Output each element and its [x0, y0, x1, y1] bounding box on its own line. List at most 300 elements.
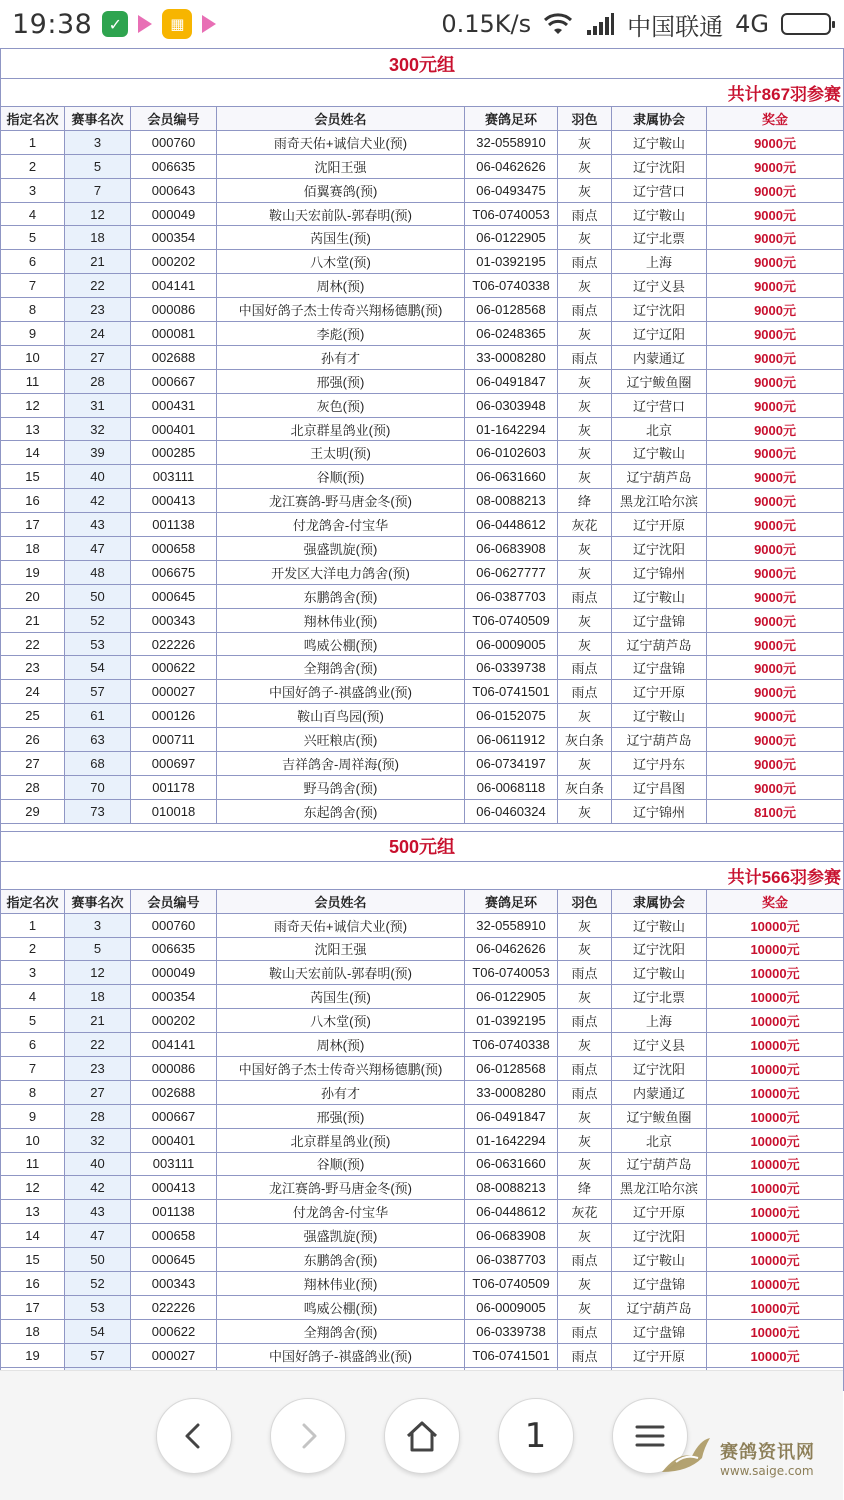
cell-race-rank: 42 — [65, 1176, 131, 1200]
cell-member-id: 000343 — [131, 608, 217, 632]
cell-feather-color: 雨点 — [558, 1080, 612, 1104]
cell-race-rank: 24 — [65, 322, 131, 346]
cell-member-name: 沈阳王强 — [217, 937, 465, 961]
cell-association: 内蒙通辽 — [612, 345, 707, 369]
cell-association: 上海 — [612, 1009, 707, 1033]
cell-association: 辽宁昌图 — [612, 775, 707, 799]
network-type: 4G — [735, 10, 769, 38]
cell-member-name: 北京群星鸽业(预) — [217, 1128, 465, 1152]
cell-feather-color: 雨点 — [558, 202, 612, 226]
cell-assigned-rank: 25 — [1, 704, 65, 728]
cell-ring-number: 06-0491847 — [465, 1104, 558, 1128]
cell-ring-number: 06-0248365 — [465, 322, 558, 346]
cell-feather-color: 灰 — [558, 393, 612, 417]
cell-assigned-rank: 3 — [1, 178, 65, 202]
cell-assigned-rank: 9 — [1, 322, 65, 346]
group-total-row — [1, 861, 844, 889]
gap-cell — [1, 823, 844, 831]
cell-feather-color: 灰花 — [558, 1200, 612, 1224]
cell-member-name: 中国好鸽子-祺盛鸽业(预) — [217, 1343, 465, 1367]
cell-assigned-rank: 7 — [1, 274, 65, 298]
cell-assigned-rank: 19 — [1, 560, 65, 584]
table-row — [1, 1104, 844, 1128]
cell-member-name: 邢强(预) — [217, 369, 465, 393]
cell-member-id: 000622 — [131, 1319, 217, 1343]
table-row — [1, 250, 844, 274]
cell-association: 辽宁盘锦 — [612, 1319, 707, 1343]
cell-assigned-rank: 8 — [1, 298, 65, 322]
cell-feather-color: 灰 — [558, 1128, 612, 1152]
cell-member-id: 001138 — [131, 513, 217, 537]
cell-assigned-rank: 16 — [1, 489, 65, 513]
cell-ring-number: 06-0493475 — [465, 178, 558, 202]
cell-assigned-rank: 27 — [1, 752, 65, 776]
status-bar — [0, 0, 843, 48]
cell-assigned-rank: 1 — [1, 130, 65, 154]
cell-assigned-rank: 17 — [1, 513, 65, 537]
cell-member-id: 000697 — [131, 752, 217, 776]
column-header-race-rank: 赛事名次 — [65, 107, 131, 131]
cell-prize: 10000元 — [707, 1009, 844, 1033]
watermark — [658, 1432, 815, 1478]
cell-member-name: 中国好鸽子杰士传奇兴翔杨德鹏(预) — [217, 298, 465, 322]
cell-member-id: 000667 — [131, 1104, 217, 1128]
cell-association: 辽宁义县 — [612, 1033, 707, 1057]
cell-assigned-rank: 20 — [1, 584, 65, 608]
cell-association: 辽宁沈阳 — [612, 298, 707, 322]
table-row — [1, 513, 844, 537]
cell-race-rank: 31 — [65, 393, 131, 417]
cell-association: 辽宁鞍山 — [612, 961, 707, 985]
table-row — [1, 465, 844, 489]
cell-member-id: 000413 — [131, 489, 217, 513]
cell-feather-color: 灰 — [558, 1224, 612, 1248]
table-row — [1, 1319, 844, 1343]
cell-race-rank: 43 — [65, 1200, 131, 1224]
cell-assigned-rank: 9 — [1, 1104, 65, 1128]
cell-race-rank: 52 — [65, 608, 131, 632]
cell-member-id: 000645 — [131, 1248, 217, 1272]
cell-prize: 10000元 — [707, 1033, 844, 1057]
cell-race-rank: 42 — [65, 489, 131, 513]
table-row — [1, 1009, 844, 1033]
cell-assigned-rank: 1 — [1, 913, 65, 937]
cell-ring-number: 08-0088213 — [465, 1176, 558, 1200]
cell-association: 辽宁北票 — [612, 226, 707, 250]
cell-ring-number: 01-1642294 — [465, 1128, 558, 1152]
cell-association: 辽宁开原 — [612, 1200, 707, 1224]
table-row — [1, 1200, 844, 1224]
cell-member-name: 兴旺粮店(预) — [217, 728, 465, 752]
cell-feather-color: 灰 — [558, 537, 612, 561]
browser-bottom-nav — [0, 1370, 843, 1500]
cell-race-rank: 22 — [65, 274, 131, 298]
table-row — [1, 584, 844, 608]
cell-member-id: 002688 — [131, 1080, 217, 1104]
cell-ring-number: 06-0631660 — [465, 465, 558, 489]
cell-member-id: 010018 — [131, 799, 217, 823]
cell-feather-color: 灰 — [558, 130, 612, 154]
cell-ring-number: 06-0009005 — [465, 1295, 558, 1319]
cell-race-rank: 32 — [65, 417, 131, 441]
column-header-association: 隶属协会 — [612, 889, 707, 913]
cell-member-name: 北京群星鸽业(预) — [217, 417, 465, 441]
cell-assigned-rank: 22 — [1, 632, 65, 656]
cell-association: 上海 — [612, 250, 707, 274]
cell-member-id: 001138 — [131, 1200, 217, 1224]
cell-prize: 10000元 — [707, 1128, 844, 1152]
cell-assigned-rank: 10 — [1, 1128, 65, 1152]
cell-assigned-rank: 8 — [1, 1080, 65, 1104]
cell-feather-color: 灰 — [558, 1104, 612, 1128]
carrier-name: 中国联通 — [627, 12, 724, 41]
cell-race-rank: 70 — [65, 775, 131, 799]
cell-assigned-rank: 6 — [1, 250, 65, 274]
cell-member-name: 雨奇天佑+诚信犬业(预) — [217, 913, 465, 937]
cell-assigned-rank: 11 — [1, 369, 65, 393]
cell-feather-color: 灰 — [558, 441, 612, 465]
table-row — [1, 178, 844, 202]
total-spacer — [1, 861, 558, 889]
cell-association: 辽宁鞍山 — [612, 913, 707, 937]
cell-prize: 9000元 — [707, 130, 844, 154]
table-row — [1, 913, 844, 937]
cell-member-id: 000413 — [131, 1176, 217, 1200]
cell-assigned-rank: 18 — [1, 1319, 65, 1343]
tab-count: 1 — [524, 1415, 547, 1456]
cell-member-name: 王太明(预) — [217, 441, 465, 465]
results-page[interactable] — [0, 48, 843, 1370]
cell-race-rank: 52 — [65, 1271, 131, 1295]
table-row — [1, 1176, 844, 1200]
cell-ring-number: 06-0152075 — [465, 704, 558, 728]
cell-prize: 9000元 — [707, 584, 844, 608]
cell-association: 内蒙通辽 — [612, 1080, 707, 1104]
cell-assigned-rank: 15 — [1, 465, 65, 489]
cell-prize: 9000元 — [707, 728, 844, 752]
cell-assigned-rank: 13 — [1, 1200, 65, 1224]
cell-race-rank: 40 — [65, 1152, 131, 1176]
cell-race-rank: 53 — [65, 1295, 131, 1319]
table-row — [1, 441, 844, 465]
cell-member-name: 中国好鸽子-祺盛鸽业(预) — [217, 680, 465, 704]
cell-ring-number: T06-0741501 — [465, 680, 558, 704]
forward-icon — [293, 1421, 323, 1451]
cell-member-id: 000354 — [131, 985, 217, 1009]
column-header-assigned-rank: 指定名次 — [1, 107, 65, 131]
table-row — [1, 393, 844, 417]
column-header-assigned-rank: 指定名次 — [1, 889, 65, 913]
table-row — [1, 961, 844, 985]
cell-member-id: 000431 — [131, 393, 217, 417]
cell-race-rank: 57 — [65, 680, 131, 704]
cell-prize: 9000元 — [707, 250, 844, 274]
back-icon — [179, 1421, 209, 1451]
cell-member-name: 鞍山百鸟园(预) — [217, 704, 465, 728]
cell-feather-color: 灰 — [558, 985, 612, 1009]
cell-member-name: 龙江赛鸽-野马唐金冬(预) — [217, 1176, 465, 1200]
cell-race-rank: 21 — [65, 1009, 131, 1033]
cell-ring-number: 06-0068118 — [465, 775, 558, 799]
cell-race-rank: 47 — [65, 1224, 131, 1248]
table-row — [1, 937, 844, 961]
cell-ring-number: 06-0631660 — [465, 1152, 558, 1176]
table-row — [1, 322, 844, 346]
cell-feather-color: 灰 — [558, 178, 612, 202]
cell-member-id: 000049 — [131, 202, 217, 226]
cell-prize: 10000元 — [707, 1271, 844, 1295]
cell-association: 辽宁鞍山 — [612, 584, 707, 608]
column-header-prize: 奖金 — [707, 889, 844, 913]
total-spacer — [1, 79, 558, 107]
cell-race-rank: 3 — [65, 913, 131, 937]
cell-association: 辽宁丹东 — [612, 752, 707, 776]
cell-member-name: 东鹏鸽舍(预) — [217, 584, 465, 608]
cell-prize: 10000元 — [707, 1319, 844, 1343]
cell-feather-color: 灰 — [558, 465, 612, 489]
cell-association: 辽宁鲅鱼圈 — [612, 1104, 707, 1128]
table-row — [1, 345, 844, 369]
cell-member-name: 鞍山天宏前队-郭春明(预) — [217, 961, 465, 985]
cell-feather-color: 雨点 — [558, 1343, 612, 1367]
cell-race-rank: 22 — [65, 1033, 131, 1057]
cell-member-id: 006635 — [131, 937, 217, 961]
home-icon — [404, 1419, 440, 1453]
table-row — [1, 1033, 844, 1057]
cell-assigned-rank: 6 — [1, 1033, 65, 1057]
cell-feather-color: 灰 — [558, 274, 612, 298]
cell-race-rank: 5 — [65, 937, 131, 961]
cell-ring-number: 33-0008280 — [465, 345, 558, 369]
cell-member-id: 000049 — [131, 961, 217, 985]
cell-race-rank: 54 — [65, 1319, 131, 1343]
cell-ring-number: T06-0740509 — [465, 608, 558, 632]
tabs-button[interactable] — [498, 1398, 574, 1474]
cell-member-id: 000202 — [131, 250, 217, 274]
column-header-association: 隶属协会 — [612, 107, 707, 131]
cell-association: 辽宁沈阳 — [612, 154, 707, 178]
back-button[interactable] — [156, 1398, 232, 1474]
cell-race-rank: 28 — [65, 1104, 131, 1128]
cell-member-name: 佰翼赛鸽(预) — [217, 178, 465, 202]
cell-member-name: 芮国生(预) — [217, 985, 465, 1009]
cell-member-id: 000643 — [131, 178, 217, 202]
cell-member-id: 003111 — [131, 1152, 217, 1176]
cell-association: 辽宁沈阳 — [612, 937, 707, 961]
cell-feather-color: 绛 — [558, 1176, 612, 1200]
cell-prize: 10000元 — [707, 961, 844, 985]
column-header-member-id: 会员编号 — [131, 889, 217, 913]
cell-member-name: 全翔鸽舍(预) — [217, 1319, 465, 1343]
cell-member-name: 灰色(预) — [217, 393, 465, 417]
cell-race-rank: 43 — [65, 513, 131, 537]
cell-ring-number: 06-0128568 — [465, 1056, 558, 1080]
cell-assigned-rank: 18 — [1, 537, 65, 561]
cell-prize: 9000元 — [707, 775, 844, 799]
column-header-member-name: 会员姓名 — [217, 889, 465, 913]
cell-member-name: 八木堂(预) — [217, 250, 465, 274]
cell-ring-number: 08-0088213 — [465, 489, 558, 513]
cell-prize: 9000元 — [707, 537, 844, 561]
cell-race-rank: 27 — [65, 1080, 131, 1104]
cell-prize: 9000元 — [707, 465, 844, 489]
table-row — [1, 274, 844, 298]
cell-ring-number: 32-0558910 — [465, 130, 558, 154]
cell-race-rank: 54 — [65, 656, 131, 680]
video-play-icon — [138, 15, 152, 33]
cell-association: 黑龙江哈尔滨 — [612, 489, 707, 513]
cell-member-id: 000285 — [131, 441, 217, 465]
cell-member-id: 000086 — [131, 1056, 217, 1080]
table-row — [1, 1343, 844, 1367]
column-header-member-id: 会员编号 — [131, 107, 217, 131]
cell-prize: 9000元 — [707, 441, 844, 465]
cell-assigned-rank: 2 — [1, 937, 65, 961]
cell-member-id: 000081 — [131, 322, 217, 346]
cell-ring-number: 06-0387703 — [465, 1248, 558, 1272]
cell-feather-color: 雨点 — [558, 298, 612, 322]
cell-association: 辽宁沈阳 — [612, 1056, 707, 1080]
cell-member-name: 谷顺(预) — [217, 1152, 465, 1176]
cell-member-id: 000202 — [131, 1009, 217, 1033]
cell-association: 辽宁葫芦岛 — [612, 632, 707, 656]
cell-assigned-rank: 21 — [1, 608, 65, 632]
cell-feather-color: 灰白条 — [558, 728, 612, 752]
table-row — [1, 417, 844, 441]
cell-association: 辽宁鞍山 — [612, 130, 707, 154]
cell-race-rank: 47 — [65, 537, 131, 561]
cell-association: 辽宁葫芦岛 — [612, 1152, 707, 1176]
table-row — [1, 1295, 844, 1319]
pigeon-logo-icon — [658, 1432, 714, 1478]
cell-assigned-rank: 23 — [1, 656, 65, 680]
cell-member-name: 野马鸽舍(预) — [217, 775, 465, 799]
cell-member-id: 003111 — [131, 465, 217, 489]
cell-feather-color: 雨点 — [558, 961, 612, 985]
home-button[interactable] — [384, 1398, 460, 1474]
table-row — [1, 1128, 844, 1152]
cell-prize: 9000元 — [707, 560, 844, 584]
cell-member-name: 东起鸽舍(预) — [217, 799, 465, 823]
cell-association: 辽宁葫芦岛 — [612, 1295, 707, 1319]
cell-feather-color: 雨点 — [558, 345, 612, 369]
group-title: 300元组 — [1, 49, 844, 79]
table-row — [1, 704, 844, 728]
cell-ring-number: 06-0734197 — [465, 752, 558, 776]
table-row — [1, 202, 844, 226]
cell-prize: 10000元 — [707, 1200, 844, 1224]
cell-member-name: 中国好鸽子杰士传奇兴翔杨德鹏(预) — [217, 1056, 465, 1080]
cell-prize: 9000元 — [707, 752, 844, 776]
cell-prize: 9000元 — [707, 489, 844, 513]
cell-association: 辽宁开原 — [612, 680, 707, 704]
cell-member-id: 000658 — [131, 537, 217, 561]
cell-association: 辽宁鲅鱼圈 — [612, 369, 707, 393]
cell-ring-number: 06-0387703 — [465, 584, 558, 608]
table-row — [1, 656, 844, 680]
forward-button[interactable] — [270, 1398, 346, 1474]
cell-prize: 10000元 — [707, 1224, 844, 1248]
cell-association: 黑龙江哈尔滨 — [612, 1176, 707, 1200]
cell-feather-color: 灰 — [558, 560, 612, 584]
cell-prize: 9000元 — [707, 154, 844, 178]
table-header-row — [1, 107, 844, 131]
cell-member-name: 吉祥鸽舍-周祥海(预) — [217, 752, 465, 776]
cell-ring-number: 06-0339738 — [465, 1319, 558, 1343]
cell-member-id: 000027 — [131, 1343, 217, 1367]
cell-association: 辽宁盘锦 — [612, 1271, 707, 1295]
cell-association: 辽宁北票 — [612, 985, 707, 1009]
cell-member-id: 002688 — [131, 345, 217, 369]
cell-prize: 10000元 — [707, 937, 844, 961]
table-row — [1, 154, 844, 178]
table-row — [1, 226, 844, 250]
cell-ring-number: 06-0009005 — [465, 632, 558, 656]
cell-association: 辽宁锦州 — [612, 799, 707, 823]
cell-ring-number: 06-0683908 — [465, 537, 558, 561]
results-table — [0, 48, 844, 1391]
cell-ring-number: T06-0740338 — [465, 274, 558, 298]
cell-feather-color: 雨点 — [558, 680, 612, 704]
cell-ring-number: 06-0460324 — [465, 799, 558, 823]
cell-member-name: 孙有才 — [217, 1080, 465, 1104]
table-row — [1, 1080, 844, 1104]
cell-race-rank: 5 — [65, 154, 131, 178]
cell-feather-color: 雨点 — [558, 584, 612, 608]
cell-assigned-rank: 15 — [1, 1248, 65, 1272]
cell-assigned-rank: 13 — [1, 417, 65, 441]
cell-feather-color: 灰 — [558, 369, 612, 393]
cell-feather-color: 灰 — [558, 1271, 612, 1295]
table-row — [1, 130, 844, 154]
cell-member-name: 沈阳王强 — [217, 154, 465, 178]
cell-association: 辽宁义县 — [612, 274, 707, 298]
cell-prize: 9000元 — [707, 417, 844, 441]
cell-race-rank: 28 — [65, 369, 131, 393]
column-header-prize: 奖金 — [707, 107, 844, 131]
cell-member-name: 鸣威公棚(预) — [217, 1295, 465, 1319]
cell-member-id: 000667 — [131, 369, 217, 393]
cell-race-rank: 18 — [65, 985, 131, 1009]
cell-prize: 8100元 — [707, 799, 844, 823]
cell-assigned-rank: 7 — [1, 1056, 65, 1080]
cell-ring-number: 33-0008280 — [465, 1080, 558, 1104]
table-row — [1, 775, 844, 799]
table-row — [1, 680, 844, 704]
cell-association: 辽宁沈阳 — [612, 1224, 707, 1248]
table-row — [1, 298, 844, 322]
cell-race-rank: 40 — [65, 465, 131, 489]
cell-race-rank: 18 — [65, 226, 131, 250]
cell-assigned-rank: 4 — [1, 202, 65, 226]
table-row — [1, 752, 844, 776]
cell-prize: 10000元 — [707, 1295, 844, 1319]
wifi-icon — [543, 12, 573, 36]
cell-member-name: 鸣威公棚(预) — [217, 632, 465, 656]
cell-feather-color: 灰 — [558, 937, 612, 961]
cell-member-id: 004141 — [131, 274, 217, 298]
table-row — [1, 1152, 844, 1176]
cell-feather-color: 灰 — [558, 322, 612, 346]
cell-ring-number: 01-0392195 — [465, 1009, 558, 1033]
cell-member-id: 000401 — [131, 1128, 217, 1152]
cell-prize: 9000元 — [707, 680, 844, 704]
cell-member-name: 鞍山天宏前队-郭春明(预) — [217, 202, 465, 226]
cell-assigned-rank: 19 — [1, 1343, 65, 1367]
network-speed: 0.15K/s — [441, 10, 532, 38]
signal-icon — [585, 12, 615, 36]
cell-assigned-rank: 10 — [1, 345, 65, 369]
